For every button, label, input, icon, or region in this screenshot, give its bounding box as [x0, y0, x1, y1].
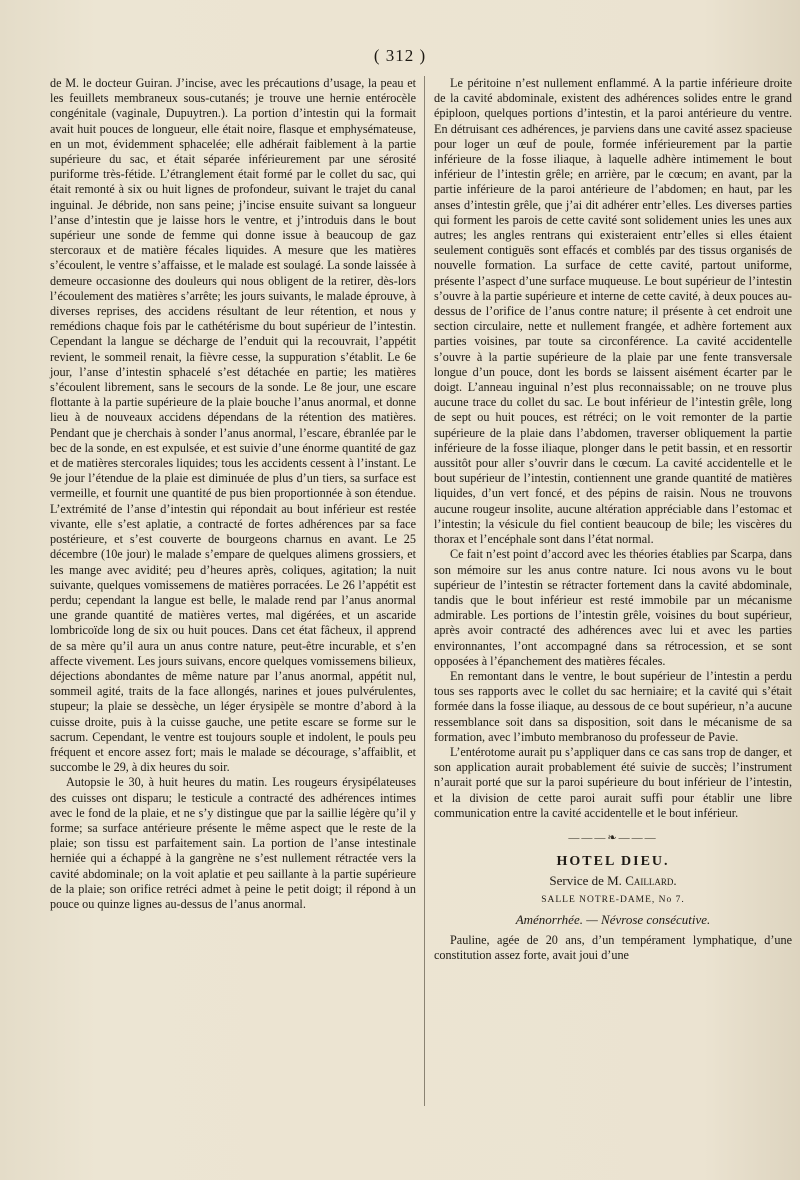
paragraph-scarpa-theory: Ce fait n’est point d’accord avec les théories établies par Scarpa, dans son mémoire sur les anus contre nature. Ici nous avons vu le bout supérieur de l’intestin se rétracter fortement dans la cavité abdominale, tandis que le bout inférieur est resté immobile par un mécanisme admirable. Les portions de l’intestin grêle, voisines du bout supérieur, après avoir contracté des adhérences avec lui et avec les parties environnantes, l’ont accompagné dans sa rétrocession, et se sont opposées à l’épanchement des matières fécales.: [434, 547, 792, 668]
service-line: [434, 873, 792, 888]
hospital-heading: HOTEL DIEU.: [556, 854, 670, 870]
column-divider: [424, 76, 425, 1106]
service-doctor-name: Caillard.: [625, 873, 677, 889]
ward-line: SALLE NOTRE-DAME, No 7.: [541, 894, 685, 905]
right-column: [434, 76, 792, 963]
case-title: Aménorrhée. — Névrose consécutive.: [515, 911, 711, 927]
paragraph-enterotome: L’entérotome aurait pu s’appliquer dans ce cas sans trop de danger, et son application aurait probablement été suivie de succès; l’instrument n’aurait porté que sur la paroi supérieure du bout inférieur de l’intestin, et la division de cette paroi aurait suffi pour établir une libre communication entre la cavité accidentelle et le bout inférieur.: [434, 744, 792, 820]
paragraph-autopsy: Autopsie le 30, à huit heures du matin. Les rougeurs érysipélateuses des cuisses ont disparu; le testicule a contracté des adhérences intimes avec le fond de la plaie, et ne s’y distingue que par la saillie légère qu’il y forme; sa surface antérieure présente le même aspect que le reste de la plaie; son tissu est parfaitement sain. La portion de l’anse intestinale herniée qui a échappé à la gangrène ne s’est nullement rétractée vers la cavité abdominale; on la voit aplatie et peu saillante à la partie supérieure de la plaie; son orifice retréci admet à peine le petit doigt; il répond à un pouce ou quinze lignes au-dessus de l’anus anormal.: [50, 775, 416, 911]
section-ornament: ———❧———: [568, 831, 658, 844]
left-column: [50, 76, 416, 912]
paragraph-case-start: Pauline, agée de 20 ans, d’un tempérament lymphatique, d’une constitution assez forte, avait joui d’une: [434, 932, 792, 963]
page-number: ( 312 ): [373, 46, 427, 65]
paragraph-peritoneum: Le péritoine n’est nullement enflammé. A la partie inférieure droite de la cavité abdominale, existent des adhérences solides entre le grand épiploon, quelques portions d’intestin, et la paroi antérieure du ventre. En détruisant ces adhérences, je parviens dans une cavité assez spacieuse pour loger un œuf de poule, formée inférieurement par la partie inférieure de la fosse iliaque, à laquelle adhère intimement le bout inférieur de l’intestin grêle; en arrière, par le cœcum; en avant, par la partie inférieure de la paroi antérieure de l’abdomen; en haut, par les anses d’intestin grêle, que j’ai dit adhérer entr’elles. Les diverses parties qui forment les parois de cette cavité sont solidement unies les unes aux autres; les angles rentrans qui existeraient entr’elles si elles étaient seulement contiguës sont effacés et comblés par des tissus organisés de nouvelle formation. La surface de cette cavité, partout uniforme, présente l’aspect d’une surface muqueuse. Le bout supérieur de l’intestin s’ouvre à la partie supérieure et interne de cette cavité, à deux pouces au-dessus de l’orifice de l’anus contre nature; il présente à cet endroit une section circulaire, nette et nullement frangée, et adhère fortement aux parties voisines, par toute sa circonférence. La cavité accidentelle s’ouvre à la partie supérieure de la plaie par une fente transversale longue d’un pouce, dont les bords se laissent aisément écarter par le doigt. L’anneau inguinal n’est plus reconnaissable; on ne trouve plus aucune trace du collet du sac. Le bout inférieur de l’intestin grêle, long de sept ou huit pouces, est rétréci; on le voit remonter de la partie supérieure de la plaie dans l’abdomen, traverser obliquement la partie inférieure de la fosse iliaque, plonger dans le petit bassin, et en ressortir aussitôt pour aller s’ouvrir dans le cœcum. La cavité accidentelle et le bout supérieur de l’intestin, contiennent une grande quantité de matières liquides, d’un vert foncé, et des pépins de raisin. Nous ne trouvons aucune rougeur insolite, aucune altération appréciable dans l’estomac et l’intestin; la vésicule du fiel contient beaucoup de bile; les viscères du thorax et l’encéphale sont dans l’état normal.: [434, 76, 792, 547]
service-prefix: Service de M.: [549, 873, 626, 889]
paragraph-intestine-retraction: En remontant dans le ventre, le bout supérieur de l’intestin a perdu tous ses rapports avec le collet du sac herniaire; et la cavité qui s’était formée dans la fosse iliaque, au dessous de ce bout supérieur, n’a aucune ressemblance soit dans sa disposition, soit dans le mécanisme de sa formation, avec l’imbuto membranoso du professeur de Pavie.: [434, 668, 792, 744]
paragraph-case-narrative: de M. le docteur Guiran. J’incise, avec les précautions d’usage, la peau et les feuillets membraneux sous-cutanés; je trouve une hernie entérocèle congénitale (vaginale, Dupuytren.). La portion d’intestin qui la formait avait huit pouces de longueur, elle était noire, flasque et emphysémateuse, en un mot, évidemment sphacelée; elle adhérait faiblement à la partie supérieure du sac, et était séparée inférieurement par une sérosité puriforme très-fétide. L’étranglement était formé par le collet du sac, qui était remonté à six ou huit lignes de profondeur, suivant le trajet du canal inguinal. Je débride, non sans peine; j’incise ensuite suivant sa longueur l’anse d’intestin que je laisse hors le ventre, et j’introduis dans le bout supérieur une sonde de femme qui donne issue à beaucoup de gaz stercoraux et de matière fécales liquides. A mesure que les matières s’écoulent, le ventre s’affaisse, et le malade est soulagé. La sonde laissée à demeure occasionne des douleurs qui nous obligent de la retirer, dès-lors l’écoulement des matières s’arrête; les jours suivants, le malade éprouve, à diverses reprises, des accidens résultant de leur rétention, et nous y remédions chaque fois par le cathétérisme du bout supérieur de l’intestin. Cependant la langue se décharge de l’enduit qui la recouvrait, l’appétit revient, le sommeil renait, la fièvre cesse, la suppuration s’établit. Le 6e jour, l’anse d’intestin sphacelé s’est détachée en partie; les matières s’écoulent librement, sans le secours de la sonde. Le 8e jour, une escare flottante à la partie supérieure de la plaie bouche l’anus anormal, et donne lieu à de nouveaux accidens dépendans de la rétention des matières. Pendant que je cherchais à sonder l’anus anormal, l’escare, ébranlée par le bec de la sonde, en est expulsée, et est suivie d’une énorme quantité de gaz et de matières stercorales liquides; tous les accidents cessent à l’instant. Le 9e jour l’étendue de la plaie est diminuée de plus d’un tiers, sa surface est vermeille, et fournit une quantité de pus bien proportionnée à son étendue. L’extrémité de l’anse d’intestin qui répondait au bout inférieur est restée vivante, elle s’est aplatie, a contracté de fortes adhérences par sa face postérieure, et s’est couverte de bourgeons charnus en avant. Le 25 décembre (10e jour) le malade s’empare de quelques alimens grossiers, et les mange avec avidité; peu d’heures après, coliques, agitation; la nuit suivante, quelques vomissemens de matières porracées. Le 26 l’appétit est perdu; cependant la langue est belle, le malade rend par l’anus anormal une grande quantité de matières vertes, mal digérées, et un ascaride lombricoïde long de six ou huit pouces. Dans cet état fâcheux, il apprend de sa mère qu’il aura un anus contre nature, peut-être incurable, et s’en affecte vivement. Les jours suivans, encore quelques vomissemens bilieux, déjections abondantes de même nature par l’anus anormal, appétit nul, sommeil agité, traits de la face allongés, narines et joues pulvérulentes, stupeur; la plaie se dessèche, un léger érysipèle se montre d’abord à la cuisse droite, puis à la cuisse gauche, une petite escare se forme sur le sacrum. Cependant, le ventre est toujours souple et indolent, le pouls peu fréquent et encore assez fort; mais le malade se décourage, s’affaiblit, et succombe le 29, à dix heures du soir.: [50, 76, 416, 775]
